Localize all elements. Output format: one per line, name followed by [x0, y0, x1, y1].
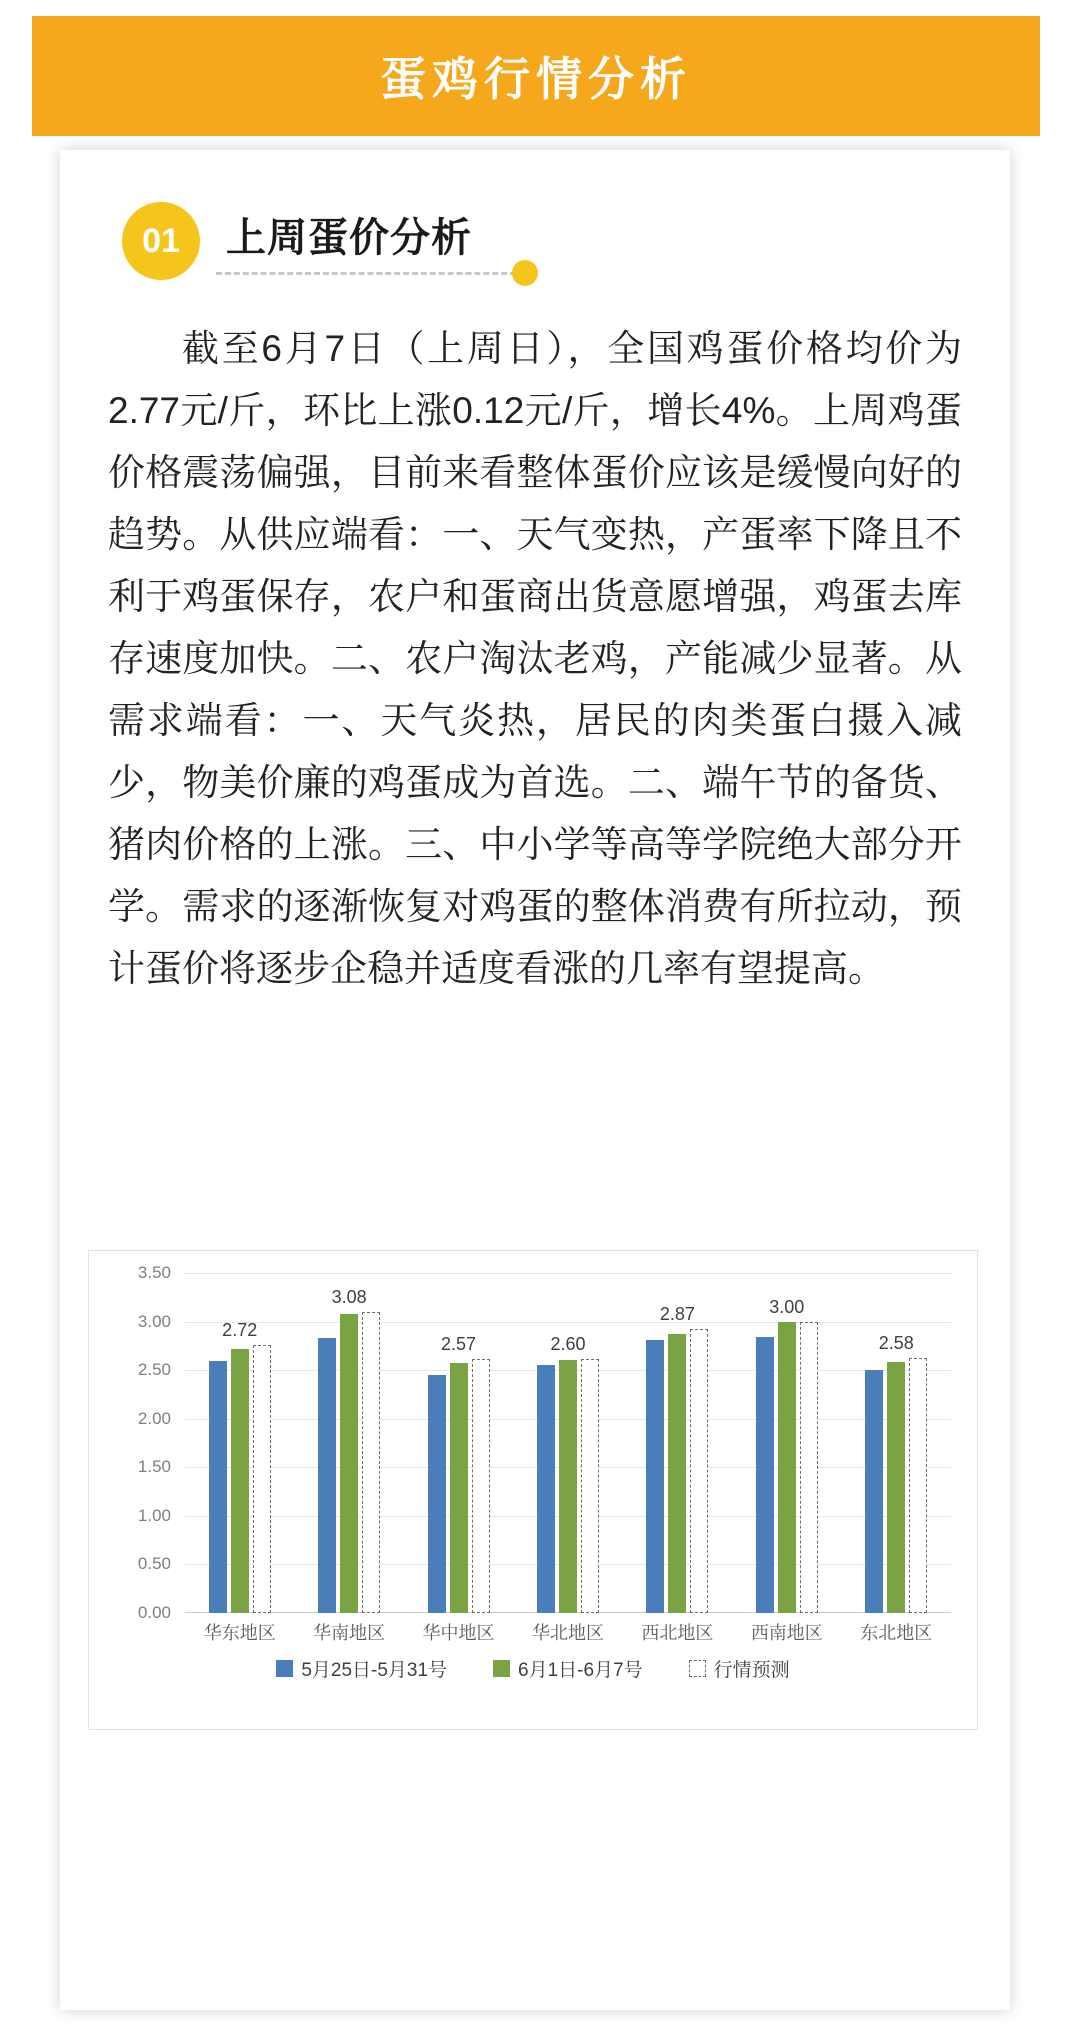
chart-x-labels	[185, 1619, 951, 1645]
legend-item-forecast	[689, 1655, 790, 1682]
chart-x-label: 东北地区	[860, 1623, 933, 1643]
divider-dashed	[216, 272, 516, 275]
legend-item-week2	[493, 1655, 643, 1682]
section-number-badge: 01	[122, 202, 200, 280]
section-heading	[60, 190, 1010, 300]
chart-x-label: 华南地区	[313, 1623, 386, 1643]
y-tick: 3.50	[137, 1263, 171, 1282]
y-tick: 1.50	[137, 1457, 171, 1477]
chart-bar	[428, 1375, 446, 1613]
chart-bar	[646, 1340, 664, 1613]
content-card	[60, 150, 1010, 2010]
y-tick: 2.00	[137, 1408, 171, 1428]
bar-value-label: 2.58	[878, 1332, 914, 1353]
page-title: 蛋鸡行情分析	[380, 53, 692, 105]
chart-bar-group	[520, 1273, 616, 1613]
bar-value-label: 2.87	[659, 1304, 695, 1325]
bar-value-label: 3.08	[331, 1286, 367, 1307]
bar-value-label: 3.00	[769, 1296, 805, 1317]
chart-bar	[581, 1359, 599, 1614]
chart-x-label: 西南地区	[750, 1623, 823, 1643]
chart-bar	[756, 1337, 774, 1613]
legend-swatch-icon	[493, 1660, 510, 1677]
chart-bar-group	[629, 1273, 725, 1613]
legend-swatch-icon	[276, 1660, 293, 1677]
y-tick: 3.00	[137, 1311, 171, 1331]
article-paragraph: 截至6月7日（上周日），全国鸡蛋价格均价为2.77元/斤，环比上涨0.12元/斤，增长4%。上周鸡蛋价格震荡偏强，目前来看整体蛋价应该是缓慢向好的趋势。从供应端看：一、天气变热，产蛋率下降且不利于鸡蛋保存，农户和蛋商出货意愿增强，鸡蛋去库存速度加快。二、农户淘汰老鸡，产能减少显著。从需求端看：一、天气炎热，居民的肉类蛋白摄入减少，物美价廉的鸡蛋成为首选。二、端午节的备货、猪肉价格的上涨。三、中小学等高等学院绝大部分开学。需求的逐渐恢复对鸡蛋的整体消费有所拉动，预计蛋价将逐步企稳并适度看涨的几率有望提高。	[108, 328, 962, 989]
legend-label: 6月1日-6月7号	[518, 1660, 643, 1681]
chart-bar	[865, 1370, 883, 1613]
chart-bar	[909, 1358, 927, 1613]
chart-bar	[209, 1361, 227, 1613]
bar-value-label: 2.72	[222, 1319, 258, 1340]
chart-x-label: 华东地区	[203, 1623, 276, 1643]
y-tick: 2.50	[137, 1360, 171, 1380]
chart-bar-group	[739, 1273, 835, 1613]
chart-bar	[887, 1362, 905, 1613]
chart-legend	[89, 1655, 977, 1682]
section-title: 上周蛋价分析	[226, 216, 472, 260]
y-tick: 0.00	[137, 1603, 171, 1622]
chart-bar	[778, 1322, 796, 1613]
chart-bar	[253, 1345, 271, 1613]
bar-value-label: 2.60	[550, 1333, 586, 1354]
legend-swatch-icon	[689, 1660, 706, 1677]
chart-bar	[340, 1314, 358, 1613]
chart-bar	[559, 1360, 577, 1613]
egg-price-bar-chart	[88, 1250, 978, 1730]
chart-bar	[231, 1349, 249, 1613]
chart-bar	[362, 1312, 380, 1613]
divider-dot	[512, 260, 538, 286]
chart-bar	[690, 1329, 708, 1613]
chart-y-axis	[89, 1263, 179, 1622]
legend-label: 5月25日-5月31号	[301, 1660, 448, 1681]
legend-item-week1	[276, 1655, 447, 1682]
legend-label: 行情预测	[713, 1660, 790, 1681]
chart-bar-group	[301, 1273, 397, 1613]
chart-bar-group	[192, 1273, 288, 1613]
y-tick: 0.50	[137, 1554, 171, 1574]
y-tick: 1.00	[137, 1505, 171, 1525]
chart-x-label: 华中地区	[422, 1623, 495, 1643]
chart-bar-group	[411, 1273, 507, 1613]
bar-value-label: 2.57	[441, 1333, 477, 1354]
chart-bar-groups	[185, 1273, 951, 1613]
chart-bar	[537, 1365, 555, 1613]
chart-plot-area	[185, 1273, 951, 1613]
chart-bar	[318, 1338, 336, 1613]
chart-x-label: 华北地区	[531, 1623, 604, 1643]
chart-bar	[800, 1322, 818, 1613]
chart-bar	[450, 1363, 468, 1613]
chart-bar-group	[848, 1273, 944, 1613]
chart-bar	[472, 1359, 490, 1614]
chart-bar	[668, 1334, 686, 1613]
header-banner	[32, 16, 1040, 136]
chart-x-label: 西北地区	[641, 1623, 714, 1643]
